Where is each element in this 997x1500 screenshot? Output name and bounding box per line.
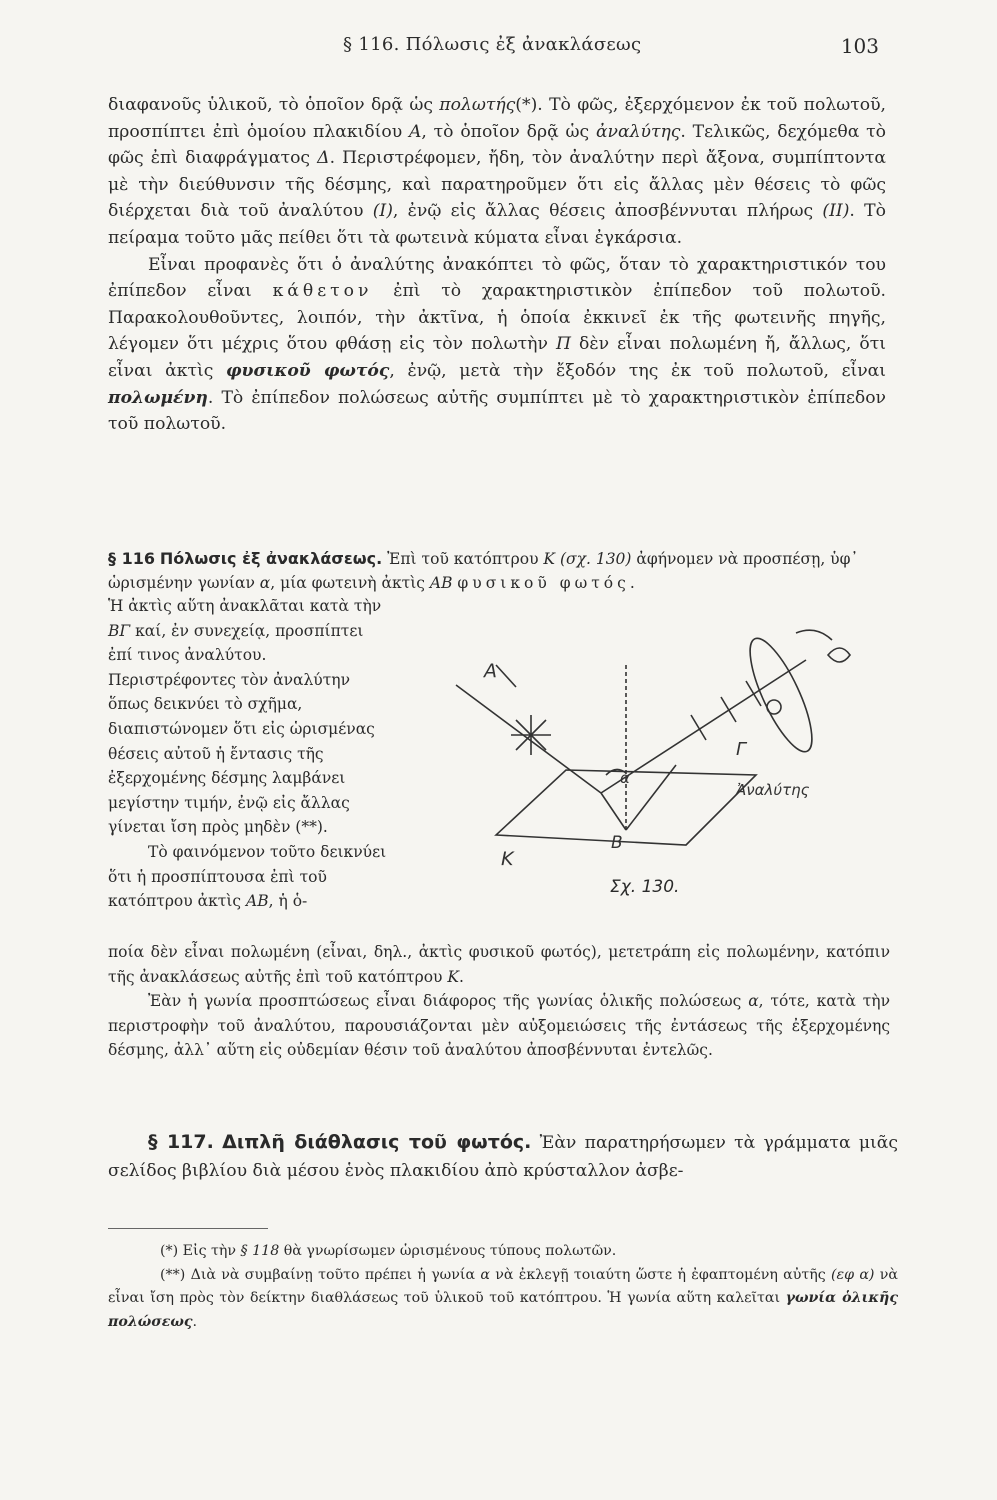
paragraph: ποία δὲν εἶναι πολωμένη (εἶναι, δηλ., ἀκτὶς φυσικοῦ φωτός), μετετράπη εἰς πολωμένην, κατόπιν τῆς ἀνακλάσεως αὐτῆς ἐπὶ τοῦ κατόπτρου Κ. — [108, 943, 890, 986]
running-title: § 116. Πόλωσις ἐξ ἀνακλάσεως — [343, 34, 642, 55]
label-K: Κ — [501, 848, 514, 870]
footnote: (*) Εἰς τὴν § 118 θὰ γνωρίσωμεν ὡρισμένους τύπους πολωτῶν. — [160, 1243, 617, 1259]
polarized-arrows — [691, 681, 761, 740]
paragraph: διαφανοῦς ὑλικοῦ, τὸ ὁποῖον δρᾷ ὡς πολωτής(*). Τὸ φῶς, ἐξερχόμενον ἐκ τοῦ πολωτοῦ, προσπίπτει ἐπὶ ὁμοίου πλακιδίου Α, τὸ ὁποῖον δρᾷ ὡς ἀναλύτης. Τελικῶς, δεχόμεθα τὸ φῶς ἐπὶ διαφράγματος Δ. Περιστρέφομεν, ἤδη, τὸν ἀναλύτην περὶ ἄξονα, συμπίπτοντα μὲ τὴν διεύθυνσιν τῆς δέσμης, καὶ παρατηροῦμεν ὅτι εἰς ἄλλας μὲν θέσεις τὸ φῶς διέρχεται διὰ τοῦ ἀναλύτου (Ι), ἐνῷ εἰς ἄλλας θέσεις ἀποσβέννυται πλήρως (ΙΙ). Τὸ πείραμα τοῦτο μᾶς πείθει ὅτι τὰ φωτεινὰ κύματα εἶναι ἐγκάρσια. — [108, 95, 887, 248]
main-text — [108, 92, 886, 438]
label-A: Α — [484, 660, 497, 682]
page-header — [108, 34, 879, 60]
footnotes — [108, 1240, 898, 1334]
label-analyser: Ἀναλύτης — [736, 781, 810, 799]
ray-to-B — [601, 793, 626, 830]
analyser-aperture — [767, 700, 781, 714]
figure-side-text — [108, 594, 391, 914]
label-leader-A — [496, 665, 516, 687]
section-116-heading: § 116 Πόλωσις ἐξ ἀνακλάσεως. Ἐπὶ τοῦ κατόπτρου Κ (σχ. 130) ἀφήνομεν νὰ προσπέσῃ, ὑφ᾽ ὡρισμένην γωνίαν α, μία φωτεινὴ ἀκτὶς ΑΒ φυσικοῦ φωτός. — [108, 549, 859, 592]
eye-icon — [828, 648, 850, 662]
natural-light-star — [511, 715, 551, 755]
section-117: § 117. Διπλῆ διάθλασις τοῦ φωτός. Ἐὰν παρατηρήσωμεν τὰ γράμματα μιᾶς σελίδος βιβλίου διὰ μέσου ἑνὸς πλακιδίου ἀπὸ κρύσταλλον ἀσβε- — [108, 1131, 898, 1181]
section-number: § 117. — [148, 1131, 214, 1153]
section-title: Διπλῆ διάθλασις τοῦ φωτός. — [222, 1131, 532, 1153]
figure-caption: Σχ. 130. — [610, 877, 680, 897]
label-G: Γ — [736, 739, 747, 760]
section-title: Πόλωσις ἐξ ἀνακλάσεως. — [159, 549, 383, 568]
figure-130 — [436, 605, 886, 905]
footnote-divider — [108, 1228, 268, 1229]
paragraph: Ἡ ἀκτὶς αὕτη ἀνακλᾶται κατὰ τὴν ΒΓ καί, ἐν συνεχείᾳ, προσπίπτει ἐπί τινος ἀναλύτου. Περιστρέφοντες τὸν ἀναλύτην ὅπως δεικνύει τὸ σχῆμα, διαπιστώνομεν ὅτι εἰς ὡρισμένας θέσεις αὐτοῦ ἡ ἔντασις τῆς ἐξερχομένης δέσμης λαμβάνει μεγίστην τιμήν, ἐνῷ εἰς ἄλλας γίνεται ἴση πρὸς μηδὲν (**). — [108, 597, 382, 837]
label-alpha: α — [620, 769, 630, 787]
paragraph: Ἐὰν ἡ γωνία προσπτώσεως εἶναι διάφορος τῆς γωνίας ὁλικῆς πολώσεως α, τότε, κατὰ τὴν περιστροφὴν τοῦ ἀναλύτου, παρουσιάζονται μὲν αὐξομειώσεις τῆς ἐντάσεως τῆς ἐξερχομένης δέσμης, ἀλλ᾽ αὕτη εἰς οὐδεμίαν θέσιν τοῦ ἀναλύτου ἀποσβέννυται ἐντελῶς. — [108, 992, 890, 1060]
rotation-arrow — [796, 630, 832, 640]
footnote: (**) Διὰ νὰ συμβαίνῃ τοῦτο πρέπει ἡ γωνία α νὰ ἐκλεγῇ τοιαύτη ὥστε ἡ ἐφαπτομένη αὐτῆς (εφ α) νὰ εἶναι ἴση πρὸς τὸν δείκτην διαθλάσεως τοῦ ὑλικοῦ τοῦ κατόπτρου. Ἡ γωνία αὕτη καλεῖται γωνία ὁλικῆς πολώσεως. — [108, 1266, 898, 1330]
section-116-continuation — [108, 940, 890, 1063]
paragraph: Τὸ φαινόμενον τοῦτο δεικνύει ὅτι ἡ προσπίπτουσα ἐπὶ τοῦ κατόπτρου ἀκτὶς ΑΒ, ἡ ὁ- — [108, 842, 387, 911]
label-B: Β — [611, 833, 623, 853]
page-number: 103 — [840, 34, 879, 58]
paragraph: Εἶναι προφανὲς ὅτι ὁ ἀναλύτης ἀνακόπτει τὸ φῶς, ὅταν τὸ χαρακτηριστικόν του ἐπίπεδον εἶναι κάθετον ἐπὶ τὸ χαρακτηριστικὸν ἐπίπεδον τοῦ πολωτοῦ. Παρακολουθοῦντες, λοιπόν, τὴν ἀκτῖνα, ἡ ὁποία ἐκκινεῖ ἐκ τῆς φωτεινῆς πηγῆς, λέγομεν ὅτι μέχρις ὅτου φθάσῃ εἰς τὸν πολωτὴν Π δὲν εἶναι πολωμένη ἤ, ἄλλως, ὅτι εἶναι ἀκτὶς φυσικοῦ φωτός, ἐνῷ, μετὰ τὴν ἔξοδόν της ἐκ τοῦ πολωτοῦ, εἶναι πολωμένη. Τὸ ἐπίπεδον πολώσεως αὐτῆς συμπίπτει μὲ τὸ χαρακτηριστικὸν ἐπίπεδον τοῦ πολωτοῦ. — [108, 254, 887, 435]
incident-ray — [456, 685, 601, 793]
section-number: § 116 — [108, 549, 155, 568]
ray-from-B — [626, 765, 676, 830]
